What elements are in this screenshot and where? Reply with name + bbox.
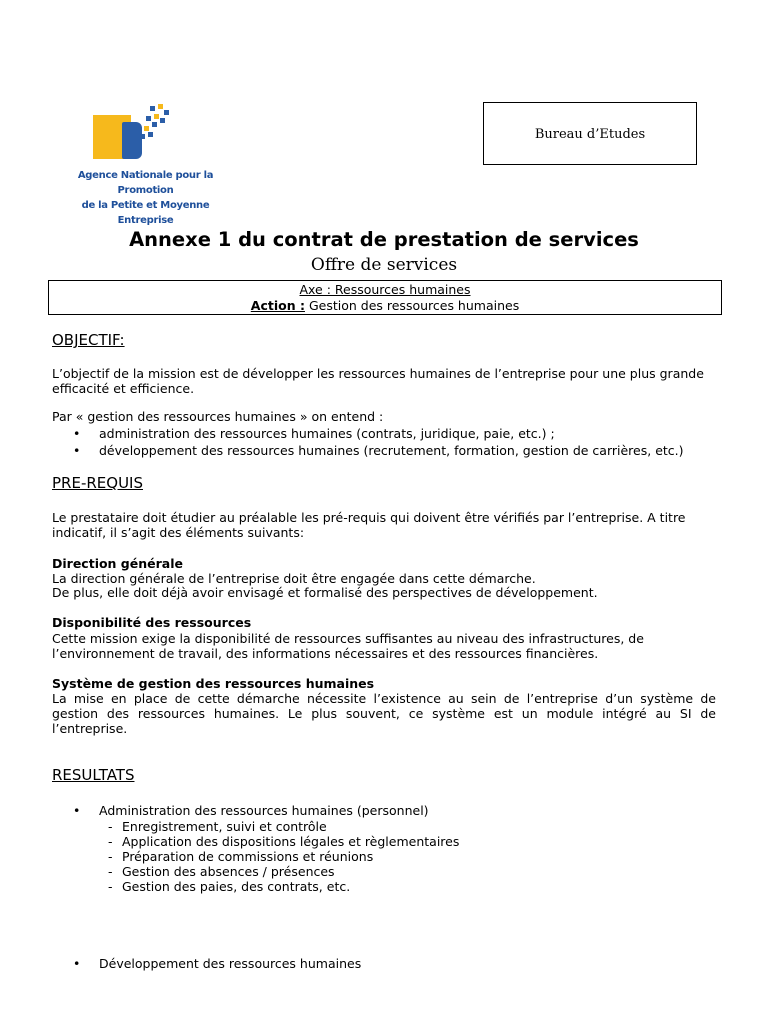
- document-title: Annexe 1 du contrat de prestation de services: [129, 228, 639, 251]
- list-item: • Administration des ressources humaines (personnel): [73, 802, 733, 819]
- prerequis-heading: PRE-REQUIS: [52, 474, 143, 492]
- prerequis-item-title: Direction générale: [52, 556, 183, 571]
- list-item: - Gestion des absences / présences: [108, 864, 708, 879]
- axe-box: [48, 280, 722, 315]
- list-item: - Préparation de commissions et réunions: [108, 849, 708, 864]
- prerequis-item-text-2: De plus, elle doit déjà avoir envisagé et formalisé des perspectives de développement.: [52, 585, 598, 600]
- objectif-bullet-list: [73, 425, 733, 459]
- list-item: - Enregistrement, suivi et contrôle: [108, 819, 708, 834]
- bureau-etudes-label: Bureau d’Etudes: [534, 127, 646, 142]
- action-label: Action :: [250, 298, 305, 313]
- objectif-heading: OBJECTIF:: [52, 331, 125, 349]
- prerequis-item-text: La direction générale de l’entreprise doit être engagée dans cette démarche.: [52, 571, 536, 586]
- prerequis-intro: Le prestataire doit étudier au préalable les pré-requis qui doivent être vérifiés par l’entreprise. A titre indicatif, il s’agit des éléments suivants:: [52, 510, 686, 540]
- logo-pixel-squares: [130, 104, 175, 144]
- prerequis-item-text: Cette mission exige la disponibilité de ressources suffisantes au niveau des infrastructures, de l’environnement de travail, des informations nécessaires et des ressources financières.: [52, 631, 644, 661]
- resultats-bullet-2: [73, 955, 733, 972]
- prerequis-item-text: La mise en place de cette démarche nécessite l’existence au sein de l’entreprise d’un système de gestion des ressources humaines. Le plus souvent, ce système est un module intégré au SI de l’entreprise.: [52, 691, 716, 736]
- list-item: - Gestion des paies, des contrats, etc.: [108, 879, 708, 894]
- logo-text: [58, 168, 233, 228]
- document-subtitle: Offre de services: [310, 255, 458, 275]
- list-item: - Application des dispositions légales et règlementaires: [108, 834, 708, 849]
- axe-label: Axe : Ressources humaines: [299, 282, 471, 297]
- list-item: • administration des ressources humaines (contrats, juridique, paie, etc.) ;: [73, 425, 733, 442]
- list-item: • développement des ressources humaines (recrutement, formation, gestion de carrières, etc.): [73, 442, 733, 459]
- logo-line-1: Agence Nationale pour la Promotion: [77, 170, 214, 196]
- resultats-sub-list: [108, 819, 708, 894]
- prerequis-item-title: Système de gestion des ressources humaines: [52, 676, 375, 691]
- action-line: [49, 298, 721, 314]
- logo-line-2: de la Petite et Moyenne Entreprise: [81, 200, 210, 226]
- resultats-heading: RESULTATS: [52, 766, 135, 784]
- objectif-intro: Par « gestion des ressources humaines » on entend :: [52, 409, 384, 424]
- action-value: Gestion des ressources humaines: [308, 298, 520, 313]
- resultats-bullet-1: [73, 802, 733, 819]
- bureau-etudes-box: [483, 102, 697, 165]
- list-item: • Développement des ressources humaines: [73, 955, 733, 972]
- prerequis-item-title: Disponibilité des ressources: [52, 615, 252, 630]
- objectif-paragraph: L’objectif de la mission est de développer les ressources humaines de l’entreprise pour une plus grande efficacité et efficience.: [52, 366, 704, 396]
